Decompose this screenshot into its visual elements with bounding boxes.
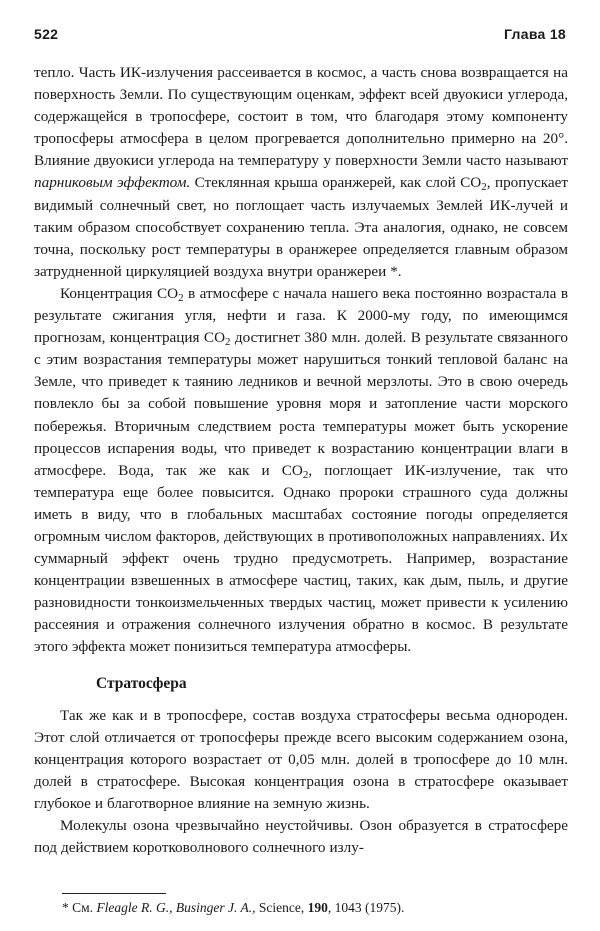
footnote-authors: Fleagle R. G., Businger J. A., [96,900,256,915]
text-run: достигнет 380 млн. долей. В результате связанного с этим возрастания температуры может нарушиться тонкий тепловой баланс на Земле, что приведет к таянию ледников и вечной мерзлоты. Это в свою очередь повлекло бы за собой повышение уровня моря и затопление части морского побережья. Вторичным следствием роста температуры может быть ускорение процессов испарения воды, что приведет к возрастанию концентрации влаги в атмосфере. Вода, так же как и CO [34,329,568,479]
chapter-label: Глава 18 [504,26,566,42]
page-number: 522 [34,26,59,42]
footnote-pages-year: , 1043 (1975). [327,900,405,915]
text-run: тепло. Часть ИК-излучения рассеивается в космос, а часть снова возвращается на поверхность Земли. По существующим оценкам, эффект всей двуокиси углерода, содержащейся в тропосфере, состоит в том, что благодаря этому компоненту тропосферы атмосфера в целом прогревается дополнительно примерно на 20°. Влияние двуокиси углерода на температуру у поверхности Земли часто называют [34,64,568,170]
footnote-divider [62,893,166,894]
paragraph-ozone: Молекулы озона чрезвычайно неустойчивы. Озон образуется в стратосфере под действием коротковолнового солнечного излу- [34,817,568,857]
text-run: , пропускает видимый солнечный свет, но поглощает часть излучаемых Землей ИК-лучей и таким образом способствует сохранению тепла. Эта аналогия, однако, не совсем точна, поскольку рост температуры в оранжерее определяется главным образом затрудненной циркуляцией воздуха внутри оранжереи *. [34,174,568,280]
emphasis-term: парниковым эффектом. [34,174,191,192]
page-header [34,26,566,46]
paragraph-stratosphere: Так же как и в тропосфере, состав воздуха стратосферы весьма однороден. Этот слой отличается от тропосферы прежде всего высоким содержанием озона, концентрация которого возрастает от 0,05 млн. долей в тропосфере до 10 млн. долей в стратосфере. Высокая концентрация озона в стратосфере оказывает глубокое и благотворное влияние на земную жизнь. [34,706,568,812]
footnote-journal: Science, [255,900,308,915]
subscript: 2 [178,291,184,304]
subscript: 2 [481,181,487,194]
text-run: , поглощает ИК-излучение, так что температура еще более повысится. Однако пророки страшного суда должны иметь в виду, что в глобальных масштабах состояние погоды определяется огромным числом факторов, действующих в противоположных направлениях. Их суммарный эффект очень трудно предусмотреть. Например, возрастание концентрации взвешенных в атмосфере частиц, таких, как дым, пыль, и другие разновидности тонкоизмельченных твердых частиц, может привести к усилению рассеяния и отражения солнечного излучения обратно в космос. В результате этого эффекта может понизиться температура атмосферы. [34,461,568,656]
body-text [34,62,568,859]
text-run: Стеклянная крыша оранжерей, как слой CO [190,174,482,192]
text-run: Концентрация CO [60,284,179,302]
text-run: в атмосфере с начала нашего века постоянно возрастала в результате сжигания угля, нефти и газа. К 2000-му году, по имеющимся прогнозам, концентрация CO [34,284,568,347]
section-heading: Стратосфера [96,674,187,692]
footnote-mark: * [62,900,69,915]
paragraph-greenhouse [34,62,568,283]
footnote-prefix: См. [68,900,97,915]
footnote-volume: 190 [307,900,328,915]
subscript: 2 [225,336,231,349]
paragraph-co2-concentration [34,283,568,659]
footnote [62,899,562,917]
subscript: 2 [302,468,309,481]
